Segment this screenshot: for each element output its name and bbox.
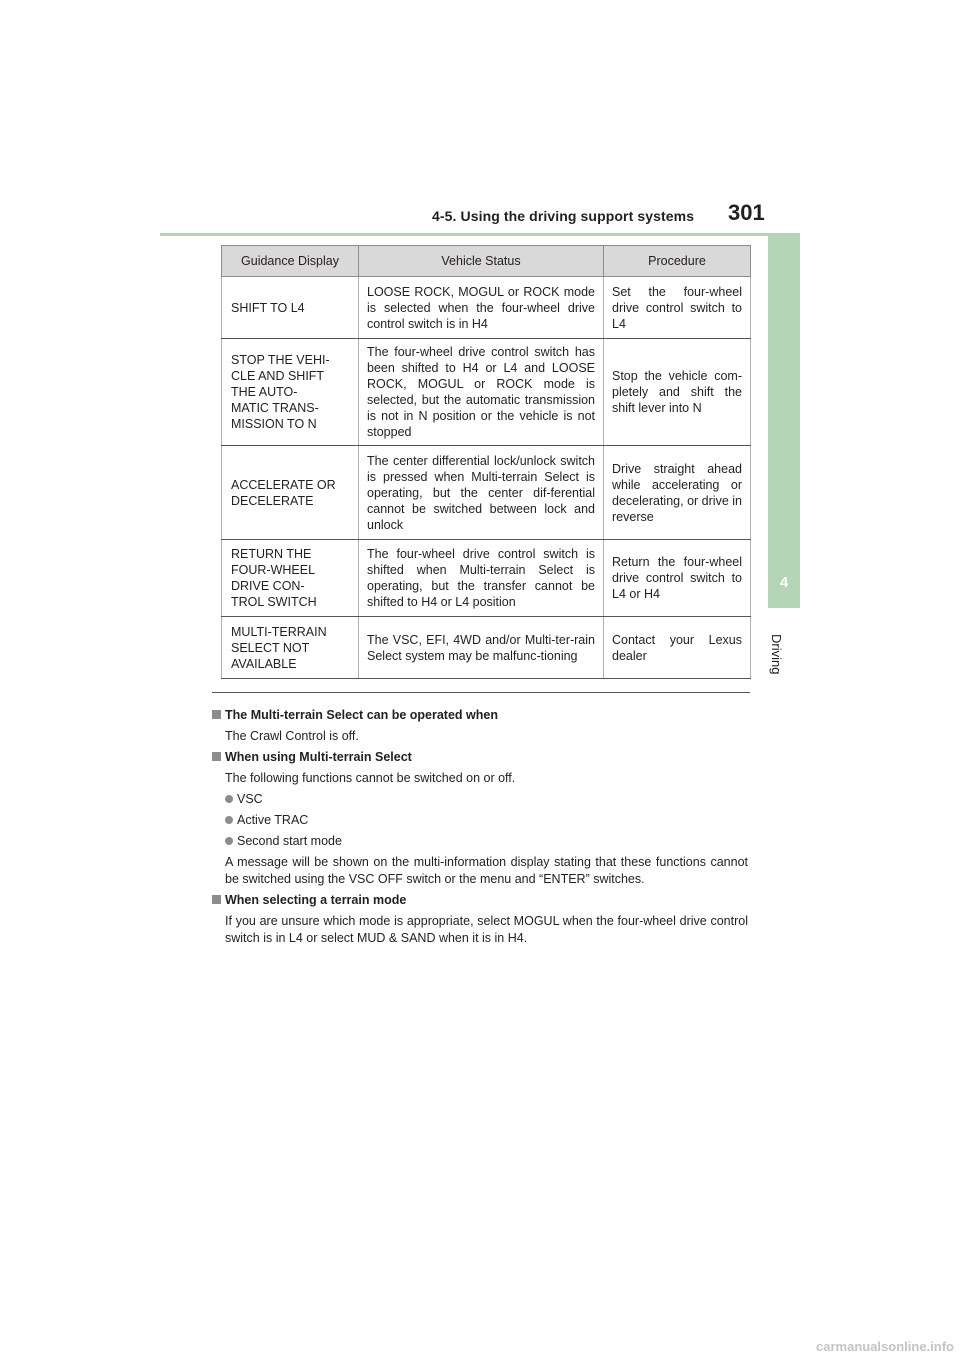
procedure-cell: Return the four-wheel drive control switch to L4 or H4 bbox=[604, 540, 751, 617]
guidance-display-line: MATIC TRANS- bbox=[231, 401, 319, 415]
guidance-display-cell bbox=[222, 277, 359, 339]
vehicle-status-cell: The four-wheel drive control switch is shifted when Multi-terrain Select is operating, but the transfer cannot be shifted to H4 or L4 position bbox=[359, 540, 604, 617]
chapter-tab bbox=[768, 236, 800, 608]
procedure-cell: Set the four-wheel drive control switch to L4 bbox=[604, 277, 751, 339]
guidance-display-line: FOUR-WHEEL bbox=[231, 563, 316, 577]
note-body: If you are unsure which mode is appropriate, select MOGUL when the four-wheel drive control switch is in L4 or select MUD & SAND when it is in H4. bbox=[225, 914, 748, 945]
guidance-display-cell bbox=[222, 339, 359, 446]
table-header-row bbox=[222, 246, 751, 277]
list-item bbox=[212, 833, 748, 850]
list-item bbox=[212, 791, 748, 808]
vehicle-status-cell: The center differential lock/unlock switch is pressed when Multi-terrain Select is operating, but the center dif-ferential cannot be switched between lock and unlock bbox=[359, 446, 604, 540]
vehicle-status-cell: The four-wheel drive control switch has been shifted to H4 or L4 and LOOSE ROCK, MOGUL or ROCK mode is selected, but the automatic transmission is not in N position or the vehicle is not stopped bbox=[359, 339, 604, 446]
table-row bbox=[222, 277, 751, 339]
note-heading bbox=[212, 749, 748, 766]
chapter-tab-number: 4 bbox=[779, 574, 789, 591]
vehicle-status-cell: LOOSE ROCK, MOGUL or ROCK mode is selected when the four-wheel drive control switch is in H4 bbox=[359, 277, 604, 339]
procedure-cell: Stop the vehicle com-pletely and shift the shift lever into N bbox=[604, 339, 751, 446]
list-item-text: VSC bbox=[237, 792, 263, 806]
procedure-cell: Contact your Lexus dealer bbox=[604, 617, 751, 679]
note-body: The following functions cannot be switched on or off. bbox=[225, 771, 516, 785]
guidance-display-line: THE AUTO- bbox=[231, 385, 298, 399]
guidance-display-line: DECELERATE bbox=[231, 493, 314, 508]
notes-section bbox=[212, 703, 748, 947]
guidance-display-line: MISSION TO N bbox=[231, 417, 317, 431]
chapter-tab-label: Driving bbox=[769, 634, 784, 675]
guidance-display-line: AVAILABLE bbox=[231, 656, 297, 671]
guidance-display-line: SELECT NOT bbox=[231, 640, 310, 655]
column-header-guidance-display: Guidance Display bbox=[222, 246, 359, 277]
guidance-display-cell bbox=[222, 446, 359, 540]
guidance-display-line: ACCELERATE OR bbox=[231, 477, 336, 492]
table-row bbox=[222, 446, 751, 540]
guidance-display-line: MULTI-TERRAIN bbox=[231, 624, 327, 639]
list-item-text: Active TRAC bbox=[237, 813, 309, 827]
watermark: carmanualsonline.info bbox=[816, 1339, 954, 1354]
guidance-display-line: DRIVE CON- bbox=[231, 579, 305, 593]
table-row bbox=[222, 339, 751, 446]
column-header-procedure: Procedure bbox=[604, 246, 751, 277]
list-item bbox=[212, 812, 748, 829]
guidance-display-line: TROL SWITCH bbox=[231, 595, 317, 609]
circle-bullet-icon bbox=[225, 795, 233, 803]
guidance-display-line: STOP THE VEHI- bbox=[231, 353, 330, 367]
table-row bbox=[222, 540, 751, 617]
guidance-display-line: RETURN THE bbox=[231, 547, 312, 561]
section-title: 4-5. Using the driving support systems bbox=[432, 208, 695, 224]
square-bullet-icon bbox=[212, 710, 221, 719]
guidance-display-cell bbox=[222, 617, 359, 679]
page-number: 301 bbox=[728, 200, 765, 225]
guidance-display-line: SHIFT TO L4 bbox=[231, 300, 305, 315]
square-bullet-icon bbox=[212, 752, 221, 761]
column-header-vehicle-status: Vehicle Status bbox=[359, 246, 604, 277]
circle-bullet-icon bbox=[225, 837, 233, 845]
vehicle-status-cell: The VSC, EFI, 4WD and/or Multi-ter-rain Select system may be malfunc-tioning bbox=[359, 617, 604, 679]
note-body: The Crawl Control is off. bbox=[225, 729, 359, 743]
guidance-display-line: CLE AND SHIFT bbox=[231, 369, 325, 383]
procedure-cell: Drive straight ahead while accelerating or decelerating, or drive in reverse bbox=[604, 446, 751, 540]
guidance-display-cell bbox=[222, 540, 359, 617]
note-body: A message will be shown on the multi-information display stating that these functions cannot be switched using the VSC OFF switch or the menu and “ENTER” switches. bbox=[225, 855, 748, 886]
note-heading-text: The Multi-terrain Select can be operated when bbox=[225, 708, 498, 722]
square-bullet-icon bbox=[212, 895, 221, 904]
header-rule bbox=[160, 233, 800, 236]
note-heading bbox=[212, 892, 748, 909]
note-heading-text: When selecting a terrain mode bbox=[225, 893, 407, 907]
list-item-text: Second start mode bbox=[237, 834, 342, 848]
note-heading-text: When using Multi-terrain Select bbox=[225, 750, 412, 764]
circle-bullet-icon bbox=[225, 816, 233, 824]
section-divider bbox=[212, 692, 750, 693]
table-row bbox=[222, 617, 751, 679]
note-heading bbox=[212, 707, 748, 724]
guidance-table bbox=[221, 245, 751, 679]
